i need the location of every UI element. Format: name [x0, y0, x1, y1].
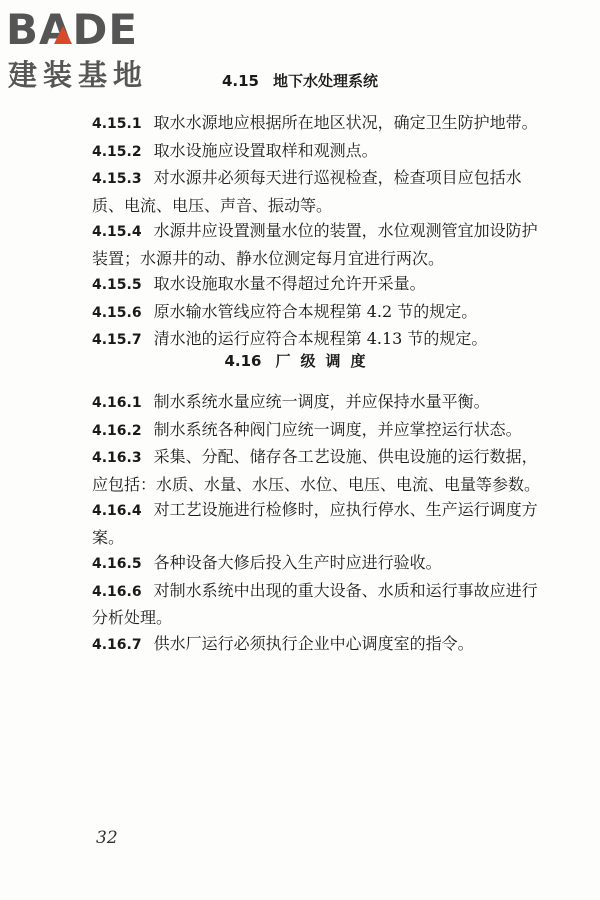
clause-text: 采集、分配、储存各工艺设施、供电设施的运行数据，应包括：水质、水量、水压、水位、电压、电流、电量等参数。	[92, 447, 541, 494]
clause-4-15-5	[92, 271, 540, 299]
clause-number: 4.15.4	[92, 224, 142, 240]
clause-4-15-3	[92, 165, 540, 218]
clause-4-16-2	[92, 417, 540, 445]
section-title-4-16	[0, 350, 600, 371]
logo-subtitle: 建装基地	[8, 58, 149, 92]
clause-4-16-5	[92, 550, 540, 578]
clause-number: 4.16.1	[92, 395, 142, 411]
clause-number: 4.16.2	[92, 422, 142, 439]
clause-text: 制水系统各种阀门应统一调度，并应掌控运行状态。	[153, 419, 522, 439]
clause-text: 供水厂运行必须执行企业中心调度室的指令。	[153, 633, 474, 653]
logo-accent-triangle-icon	[54, 26, 72, 44]
clause-text: 取水设施取水量不得超过允许开采量。	[153, 274, 426, 293]
section-label: 地下水处理系统	[273, 72, 379, 90]
clause-text: 对工艺设施进行检修时，应执行停水、生产运行调度方案。	[92, 500, 538, 547]
clause-4-15-6	[92, 299, 540, 327]
clause-4-16-1	[92, 389, 540, 417]
clause-number: 4.16.7	[92, 636, 142, 653]
clause-number: 4.16.3	[92, 450, 142, 466]
clause-4-16-4	[92, 497, 540, 550]
clause-number: 4.15.7	[92, 332, 142, 348]
section-title-4-15	[0, 70, 600, 91]
clause-text: 制水系统水量应统一调度，并应保持水量平衡。	[153, 392, 490, 411]
clause-4-15-2	[92, 138, 540, 166]
clause-4-16-6	[92, 578, 540, 631]
clause-text: 取水水源地应根据所在地区状况，确定卫生防护地带。	[153, 113, 538, 132]
section-label: 厂级调度	[275, 352, 376, 370]
clause-4-15-1	[92, 110, 540, 138]
page-number: 32	[96, 828, 118, 848]
clause-text: 取水设施应设置取样和观测点。	[153, 140, 378, 160]
clause-number: 4.15.1	[92, 116, 142, 132]
clause-4-15-4	[92, 218, 540, 271]
clause-number: 4.15.5	[92, 277, 142, 293]
clause-number: 4.15.3	[92, 171, 142, 187]
clause-text: 对制水系统中出现的重大设备、水质和运行事故应进行分析处理。	[92, 580, 538, 627]
clause-list-4-15	[92, 110, 540, 354]
clause-number: 4.15.2	[92, 143, 142, 160]
clause-4-16-7	[92, 631, 540, 659]
logo-wordmark: BADE	[6, 5, 139, 54]
clause-text: 原水输水管线应符合本规程第 4.2 节的规定。	[153, 301, 478, 321]
clause-list-4-16	[92, 389, 540, 658]
clause-4-16-3	[92, 444, 540, 497]
section-number: 4.16	[224, 352, 262, 370]
clause-number: 4.16.4	[92, 503, 142, 519]
clause-text: 对水源井必须每天进行巡视检查，检查项目应包括水质、电流、电压、声音、振动等。	[92, 168, 522, 215]
clause-text: 各种设备大修后投入生产时应进行验收。	[153, 553, 442, 572]
clause-text: 清水池的运行应符合本规程第 4.13 节的规定。	[153, 329, 488, 348]
clause-number: 4.16.5	[92, 556, 142, 572]
section-number: 4.15	[221, 72, 259, 90]
clause-number: 4.15.6	[92, 304, 142, 321]
clause-number: 4.16.6	[92, 583, 142, 600]
clause-text: 水源井应设置测量水位的装置，水位观测管宜加设防护装置；水源井的动、静水位测定每月宜进行两次。	[92, 221, 538, 268]
